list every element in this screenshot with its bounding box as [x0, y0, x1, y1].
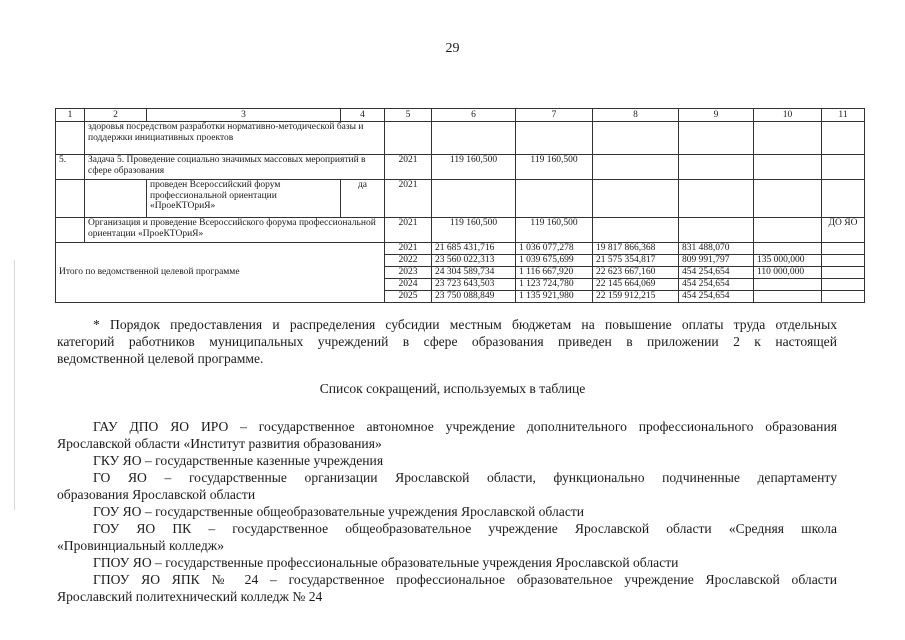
year-cell: 2021	[385, 243, 432, 255]
abbreviation-line: ГАУ ДПО ЯО ИРО – государственное автономное учреждение дополнительного профессионального образования	[93, 419, 837, 434]
total-cell: 21 575 354,817	[593, 255, 679, 267]
column-header: 6	[432, 109, 516, 122]
year-cell: 2021	[385, 180, 432, 218]
year-cell: 2021	[385, 218, 432, 243]
abbreviation-line: ГПОУ ЯО – государственные профессиональные образовательные учреждения Ярославской области	[93, 555, 679, 570]
abbreviation-line: образования Ярославской области	[57, 487, 256, 502]
year-cell: 2021	[385, 155, 432, 180]
total-cell: 24 304 589,734	[432, 267, 516, 279]
total-cell	[754, 291, 822, 303]
total-cell: 23 560 022,313	[432, 255, 516, 267]
total-cell: 135 000,000	[754, 255, 822, 267]
total-cell	[754, 279, 822, 291]
table-header-row	[56, 109, 865, 122]
year-cell: 2023	[385, 267, 432, 279]
column-header: 5	[385, 109, 432, 122]
footnote-line: ведомственной целевой программе.	[57, 351, 264, 366]
total-cell: 454 254,654	[679, 291, 754, 303]
total-cell: 22 145 664,069	[593, 279, 679, 291]
table-row	[56, 180, 865, 218]
total-cell: 22 623 667,160	[593, 267, 679, 279]
row-description: здоровья посредством разработки нормативно-методической базы и поддержки инициативных проектов	[85, 122, 385, 155]
table-row	[56, 218, 865, 243]
value-cell: 119 160,500	[432, 218, 516, 243]
total-cell: 1 036 077,278	[516, 243, 593, 255]
column-header: 2	[85, 109, 147, 122]
indicator-value: да	[341, 180, 385, 218]
footnote	[57, 316, 837, 367]
total-cell: 1 116 667,920	[516, 267, 593, 279]
column-header: 11	[822, 109, 865, 122]
value-cell: 119 160,500	[516, 218, 593, 243]
total-cell: 110 000,000	[754, 267, 822, 279]
table-row	[56, 122, 865, 155]
row-description: Задача 5. Проведение социально значимых массовых мероприятий в сфере образования	[85, 155, 385, 180]
column-header: 10	[754, 109, 822, 122]
column-header: 3	[147, 109, 341, 122]
row-description: проведен Всероссийский форум профессиональной ориентации «ПроеКТОриЯ»	[147, 180, 341, 218]
abbreviation-line: ГО ЯО – государственные организации Ярославской области, функционально подчиненные департаменту	[93, 470, 837, 485]
abbreviation-line: ГОУ ЯО – государственные общеобразовательные учреждения Ярославской области	[93, 504, 585, 519]
abbreviations-list	[57, 418, 837, 605]
page-number: 29	[445, 41, 460, 56]
column-header: 1	[56, 109, 85, 122]
total-cell: 454 254,654	[679, 279, 754, 291]
total-label: Итого по ведомственной целевой программе	[56, 243, 385, 303]
row-number: 5.	[56, 155, 85, 180]
total-cell: 454 254,654	[679, 267, 754, 279]
column-header: 7	[516, 109, 593, 122]
total-cell: 19 817 866,368	[593, 243, 679, 255]
total-row	[56, 243, 865, 255]
year-cell: 2022	[385, 255, 432, 267]
abbreviation-line: Ярославской области «Институт развития образования»	[57, 436, 382, 451]
abbreviations-title: Список сокращений, используемых в таблице	[319, 381, 586, 396]
footnote-line: категорий работников муниципальных учреждений в сфере образования приведен в приложении 2 к настоящей	[57, 334, 837, 349]
total-cell: 21 685 431,716	[432, 243, 516, 255]
total-cell: 809 991,797	[679, 255, 754, 267]
budget-table	[55, 108, 865, 303]
total-cell: 23 750 088,849	[432, 291, 516, 303]
abbreviation-line: «Провинциальный колледж»	[57, 538, 225, 553]
total-cell	[754, 243, 822, 255]
year-cell: 2025	[385, 291, 432, 303]
total-cell: 1 123 724,780	[516, 279, 593, 291]
row-description: Организация и проведение Всероссийского форума профессиональной ориентации «ПроеКТОриЯ»	[85, 218, 385, 243]
abbreviation-line: ГОУ ЯО ПК – государственное общеобразовательное учреждение Ярославской области «Средняя школа	[93, 521, 837, 536]
column-header: 9	[679, 109, 754, 122]
value-cell: 119 160,500	[516, 155, 593, 180]
table-row	[56, 155, 865, 180]
abbreviation-line: Ярославский политехнический колледж № 24	[57, 589, 323, 604]
column-header: 8	[593, 109, 679, 122]
abbreviation-line: ГПОУ ЯО ЯПК № 24 – государственное профессиональное образовательное учреждение Ярославской области	[93, 572, 837, 587]
footnote-line: * Порядок предоставления и распределения субсидии местным бюджетам на повышение оплаты труда отдельных	[93, 317, 837, 332]
column-header: 4	[341, 109, 385, 122]
abbreviation-line: ГКУ ЯО – государственные казенные учреждения	[93, 453, 384, 468]
total-cell: 1 039 675,699	[516, 255, 593, 267]
total-cell: 23 723 643,503	[432, 279, 516, 291]
year-cell: 2024	[385, 279, 432, 291]
total-cell: 22 159 912,215	[593, 291, 679, 303]
executor-cell: ДО ЯО	[822, 218, 865, 243]
value-cell: 119 160,500	[432, 155, 516, 180]
total-cell: 1 135 921,980	[516, 291, 593, 303]
total-cell: 831 488,070	[679, 243, 754, 255]
